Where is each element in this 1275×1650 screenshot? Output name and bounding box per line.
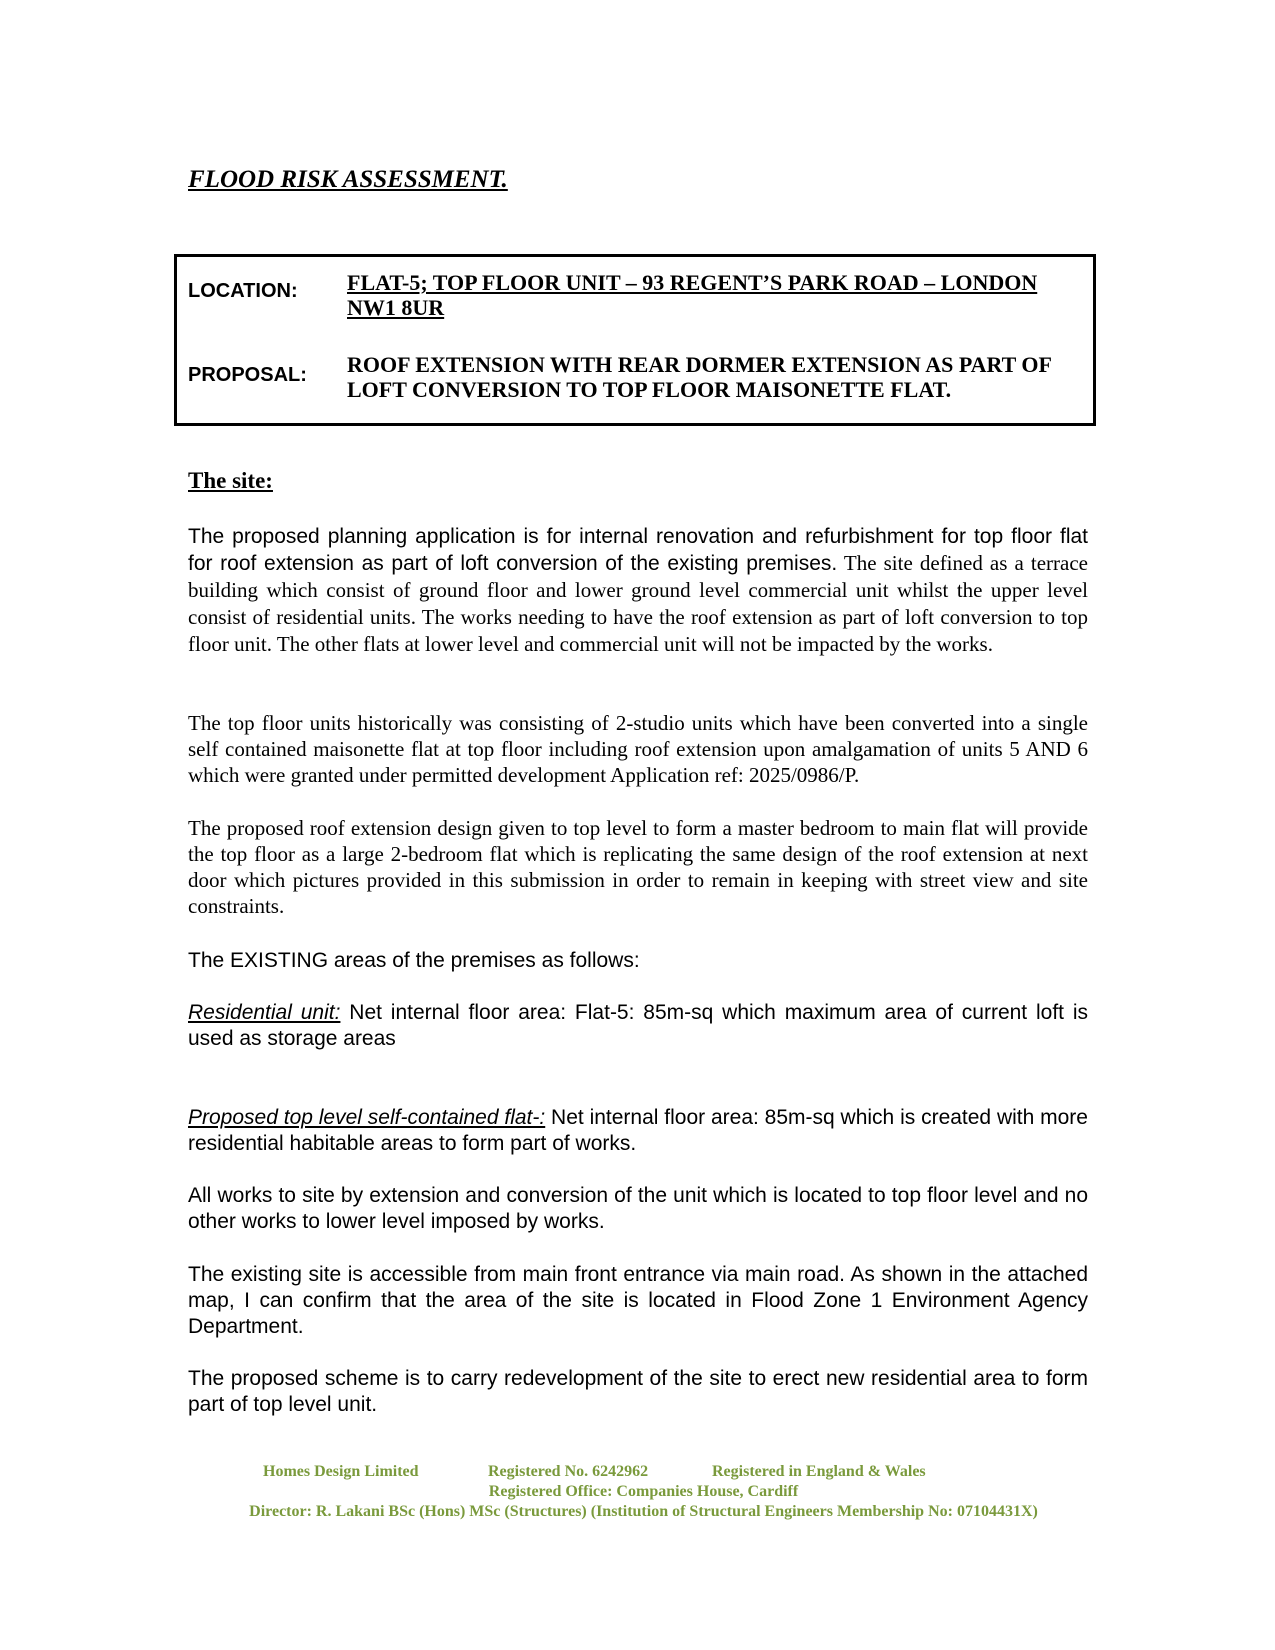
proposed-flat-label: Proposed top level self-contained flat-: xyxy=(188,1106,546,1129)
proposed-flat-text: Net internal floor area: 85m-sq which is created with more residential habitable areas to form part of works. xyxy=(188,1106,1088,1155)
company-footer xyxy=(0,1462,1275,1522)
proposal-value: ROOF EXTENSION WITH REAR DORMER EXTENSION AS PART OF LOFT CONVERSION TO TOP FLOOR MAISONETTE FLAT. xyxy=(347,352,1052,402)
footer-registration-line xyxy=(0,1462,1275,1482)
proposal-label: PROPOSAL: xyxy=(188,364,307,386)
paragraph-history: The top floor units historically was consisting of 2-studio units which have been converted into a single self contained maisonette flat at top floor including roof extension upon amalgamation of units 5 AND 6 which were granted under permitted development Application ref: 2025/0986/P. xyxy=(188,711,1088,787)
paragraph-scheme: The proposed scheme is to carry redevelopment of the site to erect new residential area to form part of top level unit. xyxy=(188,1367,1088,1416)
paragraph-existing-areas: The EXISTING areas of the premises as follows: xyxy=(188,949,640,972)
residential-unit-text: Net internal floor area: Flat-5: 85m-sq which maximum area of current loft is used as storage areas xyxy=(188,1001,1089,1050)
location-proposal-box xyxy=(174,254,1096,426)
paragraph-site-description-lead: The proposed planning application is for internal renovation and refurbishment for top floor flat for roof extension as part of loft conversion of the existing premises. xyxy=(188,525,1088,575)
paragraph-proposed-design: The proposed roof extension design given to top level to form a master bedroom to main flat will provide the top floor as a large 2-bedroom flat which is replicating the same design of the roof extension at next door which pictures provided in this submission in order to remain in keeping with street view and site constraints. xyxy=(188,816,1088,918)
paragraph-residential-unit xyxy=(188,1000,1088,1052)
residential-unit-label: Residential unit: xyxy=(188,1001,341,1024)
footer-registered-office: Registered Office: Companies House, Cardiff xyxy=(488,1483,799,1500)
footer-company-name: Homes Design Limited xyxy=(263,1463,419,1480)
paragraph-works-scope: All works to site by extension and conversion of the unit which is located to top floor level and no other works to lower level imposed by works. xyxy=(188,1184,1088,1233)
footer-director: Director: R. Lakani BSc (Hons) MSc (Structures) (Institution of Structural Engineers Membership No: 07104431X) xyxy=(249,1503,1038,1520)
location-value: FLAT-5; TOP FLOOR UNIT – 93 REGENT’S PARK ROAD – LONDON NW1 8UR xyxy=(347,270,1038,320)
paragraph-proposed-flat xyxy=(188,1105,1088,1157)
location-label: LOCATION: xyxy=(188,280,298,302)
document-title: FLOOD RISK ASSESSMENT. xyxy=(188,166,508,193)
footer-registered-in: Registered in England & Wales xyxy=(712,1463,926,1480)
footer-registered-number: Registered No. 6242962 xyxy=(488,1463,649,1480)
paragraph-site-description xyxy=(188,524,1088,658)
paragraph-site-description-body: The site defined as a terrace building which consist of ground floor and lower ground level commercial unit whilst the upper level consist of residential units. The works needing to have the roof extension as part of loft conversion to top floor unit. The other flats at lower level and commercial unit will not be impacted by the works. xyxy=(188,551,1088,656)
site-heading: The site: xyxy=(188,468,273,493)
paragraph-flood-zone: The existing site is accessible from main front entrance via main road. As shown in the attached map, I can confirm that the area of the site is located in Flood Zone 1 Environment Agency Department. xyxy=(188,1263,1088,1338)
